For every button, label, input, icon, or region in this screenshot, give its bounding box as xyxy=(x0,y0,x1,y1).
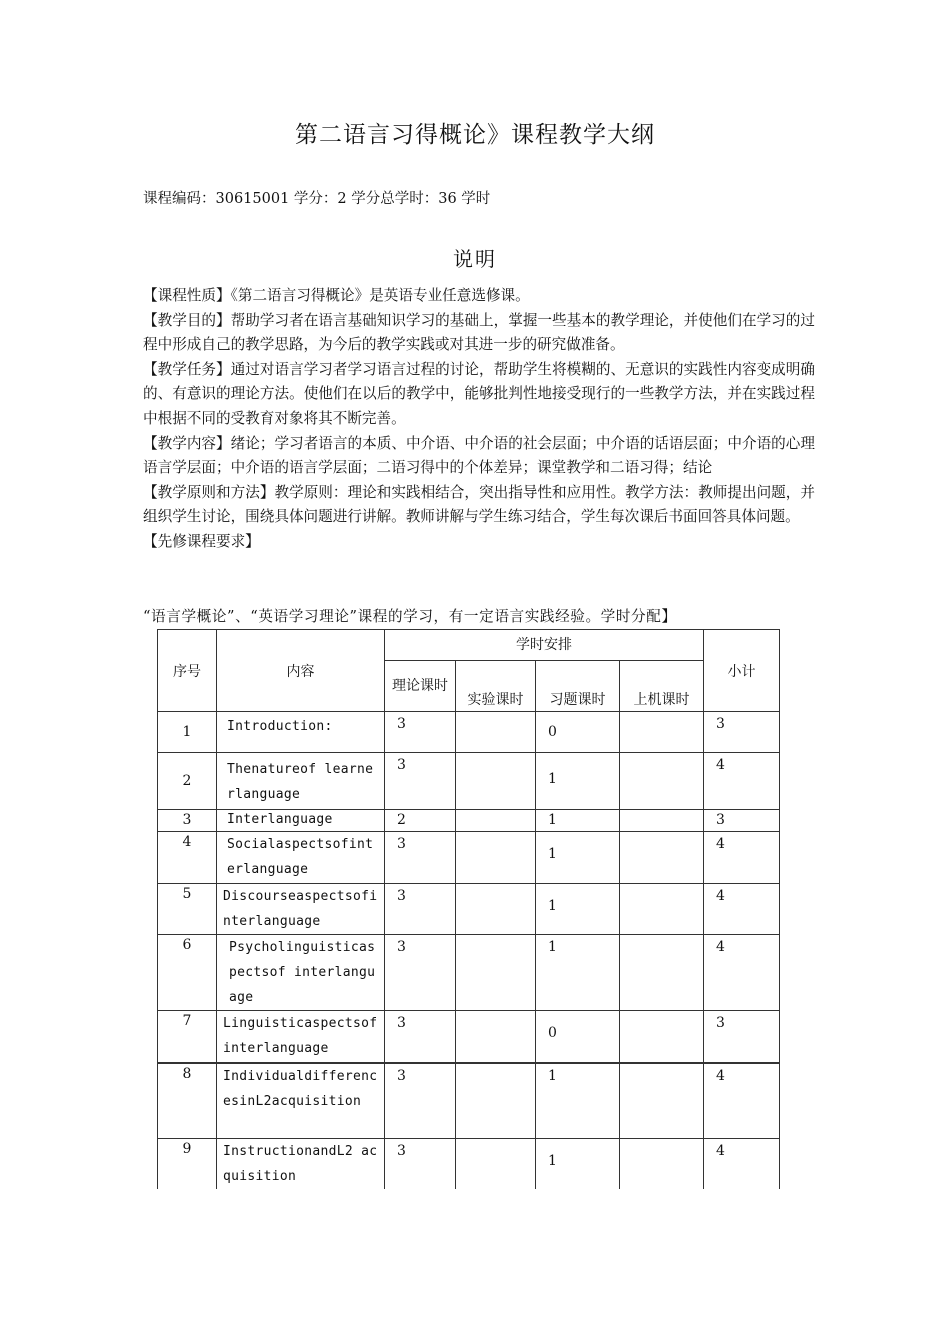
header-subtotal: 小计 xyxy=(704,630,780,712)
cell-computer xyxy=(620,832,704,884)
cell-theory: 3 xyxy=(385,753,456,810)
cell-computer xyxy=(620,935,704,1011)
document-title: 第二语言习得概论》课程教学大纲 xyxy=(295,122,655,148)
hours-table xyxy=(157,629,780,1189)
table-row xyxy=(158,1139,780,1190)
cell-theory: 3 xyxy=(385,935,456,1011)
cell-theory: 3 xyxy=(385,1063,456,1139)
section-heading: 说明 xyxy=(453,247,497,271)
cell-content: Psycholinguisticaspectsof interlanguage xyxy=(217,935,385,1011)
cell-subtotal: 4 xyxy=(704,935,780,1011)
cell-lab xyxy=(456,884,536,935)
cell-subtotal: 3 xyxy=(704,810,780,832)
header-theory: 理论课时 xyxy=(385,661,456,712)
header-content: 内容 xyxy=(217,630,385,712)
cell-theory: 3 xyxy=(385,832,456,884)
cell-content: Interlanguage xyxy=(217,810,385,832)
cell-exercise: 1 xyxy=(536,810,620,832)
cell-exercise: 1 xyxy=(536,832,620,884)
cell-seq: 2 xyxy=(158,753,217,810)
cell-content: Introduction: xyxy=(217,712,385,753)
cell-seq: 1 xyxy=(158,712,217,753)
cell-computer xyxy=(620,1011,704,1063)
cell-seq: 6 xyxy=(158,935,217,1011)
cell-lab xyxy=(456,1011,536,1063)
table-row xyxy=(158,935,780,1011)
cell-seq: 8 xyxy=(158,1063,217,1139)
paragraph-content: 【教学内容】绪论；学习者语言的本质、中介语、中介语的社会层面；中介语的话语层面；中介语的心理语言学层面；中介语的语言学层面；二语习得中的个体差异；课堂教学和二语习得；结论 xyxy=(143,434,815,477)
cell-lab xyxy=(456,1063,536,1139)
paragraph-nature: 【课程性质】《第二语言习得概论》是英语专业任意选修课。 xyxy=(143,287,530,304)
cell-computer xyxy=(620,753,704,810)
cell-subtotal: 3 xyxy=(704,712,780,753)
cell-lab xyxy=(456,753,536,810)
description-body xyxy=(143,284,815,555)
table-row xyxy=(158,832,780,884)
cell-lab xyxy=(456,935,536,1011)
cell-content: Socialaspectsofinterlanguage xyxy=(217,832,385,884)
cell-content: Discourseaspectsofinterlanguage xyxy=(217,884,385,935)
cell-content: InstructionandL2 acquisition xyxy=(217,1139,385,1190)
cell-subtotal: 4 xyxy=(704,1139,780,1190)
cell-seq: 4 xyxy=(158,832,217,884)
table-row xyxy=(158,1011,780,1063)
table-row xyxy=(158,712,780,753)
cell-lab xyxy=(456,1139,536,1190)
cell-computer xyxy=(620,810,704,832)
cell-computer xyxy=(620,712,704,753)
cell-lab xyxy=(456,832,536,884)
cell-subtotal: 3 xyxy=(704,1011,780,1063)
cell-exercise: 0 xyxy=(536,712,620,753)
prereq-line: “语言学概论”、“英语学习理论”课程的学习，有一定语言实践经验。学时分配】 xyxy=(143,608,677,625)
cell-seq: 3 xyxy=(158,810,217,832)
cell-lab xyxy=(456,810,536,832)
cell-seq: 7 xyxy=(158,1011,217,1063)
header-hours-group: 学时安排 xyxy=(385,630,704,661)
cell-exercise: 1 xyxy=(536,884,620,935)
cell-computer xyxy=(620,1063,704,1139)
cell-lab xyxy=(456,712,536,753)
cell-subtotal: 4 xyxy=(704,884,780,935)
header-lab: 实验课时 xyxy=(456,661,536,712)
cell-content: Thenatureof learnerlanguage xyxy=(217,753,385,810)
header-seq: 序号 xyxy=(158,630,217,712)
table-row xyxy=(158,753,780,810)
course-meta: 课程编码：30615001 学分：2 学分总学时：36 学时 xyxy=(143,191,491,207)
cell-theory: 3 xyxy=(385,884,456,935)
cell-exercise: 1 xyxy=(536,753,620,810)
table-row xyxy=(158,884,780,935)
table-row xyxy=(158,810,780,832)
cell-computer xyxy=(620,884,704,935)
table-row xyxy=(158,1063,780,1139)
cell-subtotal: 4 xyxy=(704,1063,780,1139)
cell-theory: 3 xyxy=(385,1011,456,1063)
cell-content: IndividualdifferencesinL2acquisition xyxy=(217,1063,385,1139)
cell-theory: 2 xyxy=(385,810,456,832)
cell-exercise: 0 xyxy=(536,1011,620,1063)
cell-exercise: 1 xyxy=(536,1063,620,1139)
paragraph-tasks: 【教学任务】通过对语言学习者学习语言过程的讨论，帮助学生将模糊的、无意识的实践性内容变成明确的、有意识的理论方法。使他们在以后的教学中，能够批判性地接受现行的一些教学方法，并在实践过程中根据不同的受教育对象将其不断完善。 xyxy=(143,360,815,427)
cell-content: Linguisticaspectsofinterlanguage xyxy=(217,1011,385,1063)
cell-exercise: 1 xyxy=(536,1139,620,1190)
header-computer: 上机课时 xyxy=(620,661,704,712)
cell-computer xyxy=(620,1139,704,1190)
cell-theory: 3 xyxy=(385,1139,456,1190)
paragraph-purpose: 【教学目的】帮助学习者在语言基础知识学习的基础上，掌握一些基本的教学理论，并使他们在学习的过程中形成自己的教学思路，为今后的教学实践或对其进一步的研究做准备。 xyxy=(143,311,815,354)
paragraph-prereq-heading: 【先修课程要求】 xyxy=(143,532,260,550)
cell-theory: 3 xyxy=(385,712,456,753)
cell-seq: 9 xyxy=(158,1139,217,1190)
cell-subtotal: 4 xyxy=(704,832,780,884)
cell-subtotal: 4 xyxy=(704,753,780,810)
header-exercise: 习题课时 xyxy=(536,661,620,712)
cell-seq: 5 xyxy=(158,884,217,935)
paragraph-methods: 【教学原则和方法】教学原则：理论和实践相结合，突出指导性和应用性。教学方法：教师提出问题，并组织学生讨论，围绕具体问题进行讲解。教师讲解与学生练习结合，学生每次课后书面回答具体问题。 xyxy=(143,483,815,526)
cell-exercise: 1 xyxy=(536,935,620,1011)
